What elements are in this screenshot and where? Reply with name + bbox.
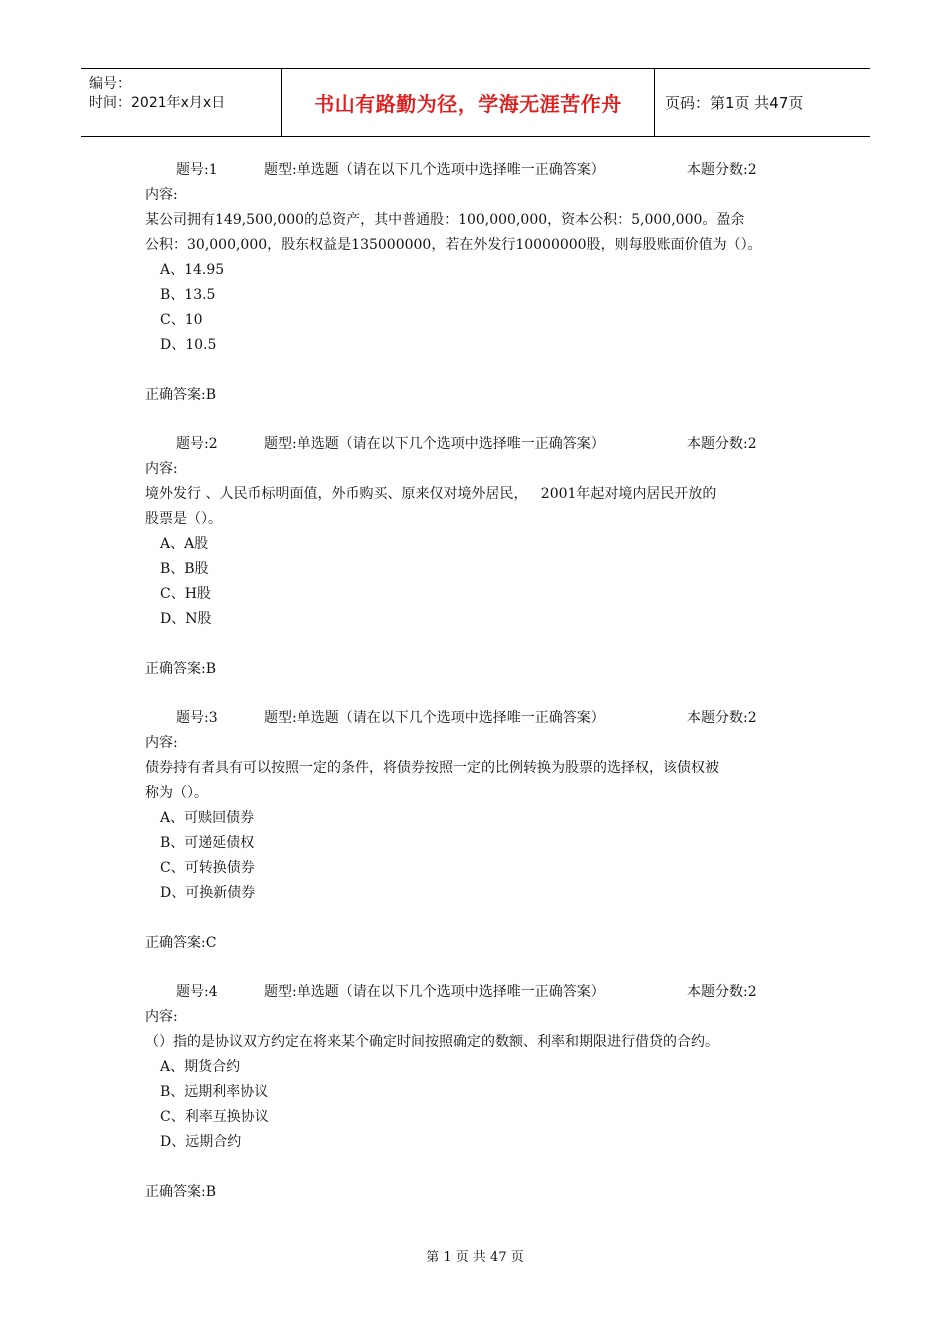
option-b: B、远期利率协议	[160, 1084, 269, 1100]
option-a: A、A股	[160, 536, 209, 552]
header-motto-cell	[282, 69, 654, 136]
question-text-line: 债券持有者具有可以按照一定的条件，将债券按照一定的比例转换为股票的选择权，该债权被	[145, 760, 719, 776]
question-header	[145, 158, 825, 183]
question-number: 题号:2	[176, 436, 218, 452]
question-header	[145, 706, 825, 731]
correct-answer: 正确答案:C	[145, 935, 217, 951]
question-number: 题号:1	[176, 162, 218, 178]
question-type: 题型:单选题（请在以下几个选项中选择唯一正确答案）	[264, 984, 605, 1000]
question-text-line: （）指的是协议双方约定在将来某个确定时间按照确定的数额、利率和期限进行借贷的合约。	[145, 1034, 719, 1050]
content-label: 内容:	[145, 187, 178, 203]
option-d: D、10.5	[160, 337, 217, 353]
time-label: 时间：2021年x月x日	[89, 95, 226, 111]
content-label: 内容:	[145, 735, 178, 751]
question-score: 本题分数:2	[687, 162, 757, 178]
option-c: C、H股	[160, 586, 211, 602]
question-score: 本题分数:2	[687, 436, 757, 452]
page-footer: 第 1 页 共 47 页	[426, 1250, 524, 1265]
document-header	[81, 68, 870, 137]
option-c: C、10	[160, 312, 203, 328]
header-meta	[81, 69, 281, 136]
option-d: D、可换新债券	[160, 885, 256, 901]
correct-answer: 正确答案:B	[145, 387, 217, 403]
question-header	[145, 980, 825, 1005]
option-b: B、可递延债权	[160, 835, 255, 851]
option-a: A、可赎回债券	[160, 810, 255, 826]
question-header	[145, 432, 825, 457]
question-type: 题型:单选题（请在以下几个选项中选择唯一正确答案）	[264, 162, 605, 178]
question-4	[145, 980, 825, 1205]
correct-answer: 正确答案:B	[145, 661, 217, 677]
option-d: D、远期合约	[160, 1134, 242, 1150]
question-score: 本题分数:2	[687, 710, 757, 726]
option-c: C、利率互换协议	[160, 1109, 269, 1125]
option-d: D、N股	[160, 611, 212, 627]
question-2	[145, 432, 825, 682]
header-page-cell	[655, 69, 870, 136]
question-score: 本题分数:2	[687, 984, 757, 1000]
question-text-line: 境外发行 、人民币标明面值，外币购买、原来仅对境外居民， 2001年起对境内居民开放的	[145, 486, 717, 502]
content-label: 内容:	[145, 1009, 178, 1025]
content-label: 内容:	[145, 461, 178, 477]
motto-text: 书山有路勤为径，学海无涯苦作舟	[314, 92, 622, 116]
option-a: A、14.95	[160, 262, 225, 278]
option-a: A、期货合约	[160, 1059, 241, 1075]
question-text-line: 某公司拥有149,500,000的总资产，其中普通股：100,000,000，资本公积：5,000,000。盈余	[145, 212, 745, 228]
question-text-line: 称为（）。	[145, 785, 208, 801]
correct-answer: 正确答案:B	[145, 1184, 217, 1200]
question-text-line: 股票是（）。	[145, 511, 222, 527]
code-label: 编号：	[89, 76, 131, 92]
question-type: 题型:单选题（请在以下几个选项中选择唯一正确答案）	[264, 710, 605, 726]
question-3	[145, 706, 825, 956]
option-b: B、B股	[160, 561, 209, 577]
question-text-line: 公积：30,000,000，股东权益是135000000，若在外发行10000000股，则每股账面价值为（）。	[145, 237, 762, 253]
page-info: 页码：第1页 共47页	[665, 94, 804, 112]
option-c: C、可转换债券	[160, 860, 255, 876]
question-number: 题号:4	[176, 984, 218, 1000]
question-type: 题型:单选题（请在以下几个选项中选择唯一正确答案）	[264, 436, 605, 452]
question-list	[145, 158, 825, 1229]
option-b: B、13.5	[160, 287, 216, 303]
question-1	[145, 158, 825, 408]
question-number: 题号:3	[176, 710, 218, 726]
